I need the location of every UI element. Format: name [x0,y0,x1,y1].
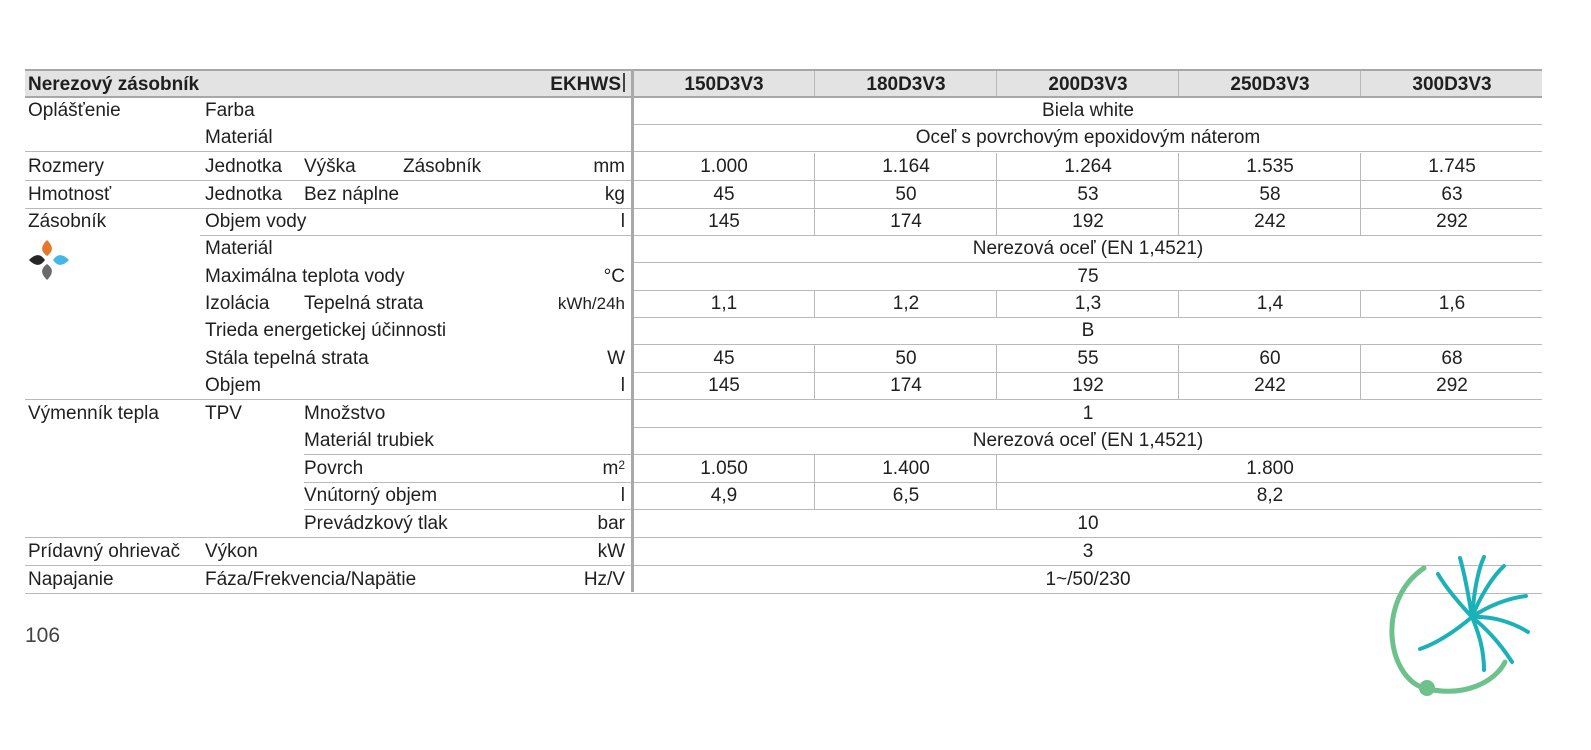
row-sublabel: Materiál [205,238,273,259]
row-value: Nerezová oceľ (EN 1,4521) [972,238,1204,259]
decorative-logo-icon [1380,552,1540,702]
cell-value: 6,5 [892,485,920,506]
row-sublabel: Fáza/Frekvencia/Napätie [205,569,417,590]
cell-value: 4,9 [710,485,738,506]
cell-value: 45 [713,184,735,205]
row-unit: kWh/24h [557,294,625,313]
row-sublabel: Množstvo [304,403,386,424]
model-1: 150D3V3 [684,74,764,95]
row-sublabel: Výška [304,156,356,177]
row-label: Výmenník tepla [28,403,159,424]
row-sublabel: Objem vody [205,211,307,232]
row-unit: l [620,211,625,232]
row-sublabel: Výkon [205,541,258,562]
cell-value: 292 [1436,211,1468,232]
cell-value: 1.745 [1428,156,1476,177]
cell-value: 1.164 [882,156,930,177]
table-row [25,455,1542,482]
table-row [25,153,1542,181]
row-value: Oceľ s povrchovým epoxidovým náterom [915,127,1261,148]
row-unit: mm [593,156,625,177]
row-sublabel: Izolácia [205,293,270,314]
row-label: Zásobník [28,211,107,232]
table-row [25,235,1542,262]
cell-value: 242 [1254,375,1286,396]
row-sublabel: TPV [205,403,242,424]
column-divider [631,69,634,592]
model-4: 250D3V3 [1230,74,1310,95]
table-row [25,345,1542,372]
table-row [25,208,1542,235]
table-row [25,566,1542,594]
table-row [25,124,1542,152]
cell-value: 1,4 [1256,293,1284,314]
model-5: 300D3V3 [1412,74,1492,95]
cell-value: 1.400 [882,458,930,479]
row-unit: $m^2$ [602,458,625,479]
row-sublabel: Jednotka [205,156,283,177]
table-row [25,372,1542,400]
cell-value: 1,6 [1438,293,1466,314]
row-unit: Hz/V [583,569,625,590]
row-sublabel: Materiál trubiek [304,430,434,451]
cell-value: 242 [1254,211,1286,232]
cell-value: 192 [1072,375,1104,396]
cell-value: 1.800 [1246,458,1294,479]
row-label: Napajanie [28,569,114,590]
table-row [25,317,1542,344]
row-unit: kg [604,184,625,205]
row-sublabel: Vnútorný objem [304,485,438,506]
row-value: B [1081,320,1095,341]
row-sublabel: Trieda energetickej účinnosti [205,320,447,341]
cell-value: 192 [1072,211,1104,232]
tank-category-icon [27,238,71,282]
cell-value: 45 [713,348,735,369]
cell-value: 1,2 [892,293,920,314]
cell-value: 55 [1077,348,1099,369]
row-unit: bar [597,513,625,534]
row-label: Rozmery [28,156,105,177]
model-2: 180D3V3 [866,74,946,95]
model-3: 200D3V3 [1048,74,1128,95]
row-sublabel: Povrch [304,458,364,479]
row-sublabel: Materiál [205,127,273,148]
row-value: 75 [1077,266,1099,287]
cell-value: 63 [1441,184,1463,205]
row-sublabel: Farba [205,100,255,121]
row-value: 3 [1082,541,1094,562]
page-number: 106 [25,624,61,647]
cell-value: 53 [1077,184,1099,205]
row-label: Oplášťenie [28,100,121,121]
cell-value: 8,2 [1256,485,1284,506]
row-value: Nerezová oceľ (EN 1,4521) [972,430,1204,451]
table-row [25,263,1542,290]
header-cursor-mark [623,73,625,92]
cell-value: 50 [895,184,917,205]
table-row [25,482,1542,509]
row-sublabel: Bez náplne [304,184,400,205]
table-row [25,97,1542,124]
row-label: Prídavný ohrievač [28,541,181,562]
row-unit: °C [603,266,625,287]
row-sublabel: Stála tepelná strata [205,348,369,369]
row-unit: W [607,348,625,369]
cell-value: 1.264 [1064,156,1112,177]
table-row [25,400,1542,427]
cell-value: 145 [708,375,740,396]
row-sublabel: Tepelná strata [304,293,424,314]
model-prefix: EKHWS [550,74,621,95]
row-sublabel: Zásobník [403,156,482,177]
cell-value: 1,1 [710,293,738,314]
row-sublabel: Objem [205,375,261,396]
cell-value: 60 [1259,348,1281,369]
cell-value: 1.050 [700,458,748,479]
cell-value: 68 [1441,348,1463,369]
table-row [25,538,1542,566]
row-value: 10 [1077,513,1099,534]
table-row [25,290,1542,317]
table-title: Nerezový zásobník [28,74,200,95]
row-value: 1~/50/230 [1045,569,1131,590]
table-row [25,181,1542,209]
row-label: Hmotnosť [28,184,112,205]
cell-value: 1.535 [1246,156,1294,177]
table-row [25,427,1542,454]
row-value: 1 [1082,403,1094,424]
cell-value: 1.000 [700,156,748,177]
row-sublabel: Prevádzkový tlak [304,513,448,534]
row-unit: l [620,375,625,396]
cell-value: 1,3 [1074,293,1102,314]
cell-value: 174 [890,211,922,232]
table-header [25,69,1542,98]
cell-value: 50 [895,348,917,369]
row-unit: kW [597,541,625,562]
table-row [25,510,1542,538]
cell-value: 58 [1259,184,1281,205]
row-value: Biela white [1042,100,1134,121]
cell-value: 292 [1436,375,1468,396]
cell-value: 145 [708,211,740,232]
cell-value: 174 [890,375,922,396]
row-sublabel: Maximálna teplota vody [205,266,405,287]
row-sublabel: Jednotka [205,184,283,205]
row-unit: l [620,485,625,506]
